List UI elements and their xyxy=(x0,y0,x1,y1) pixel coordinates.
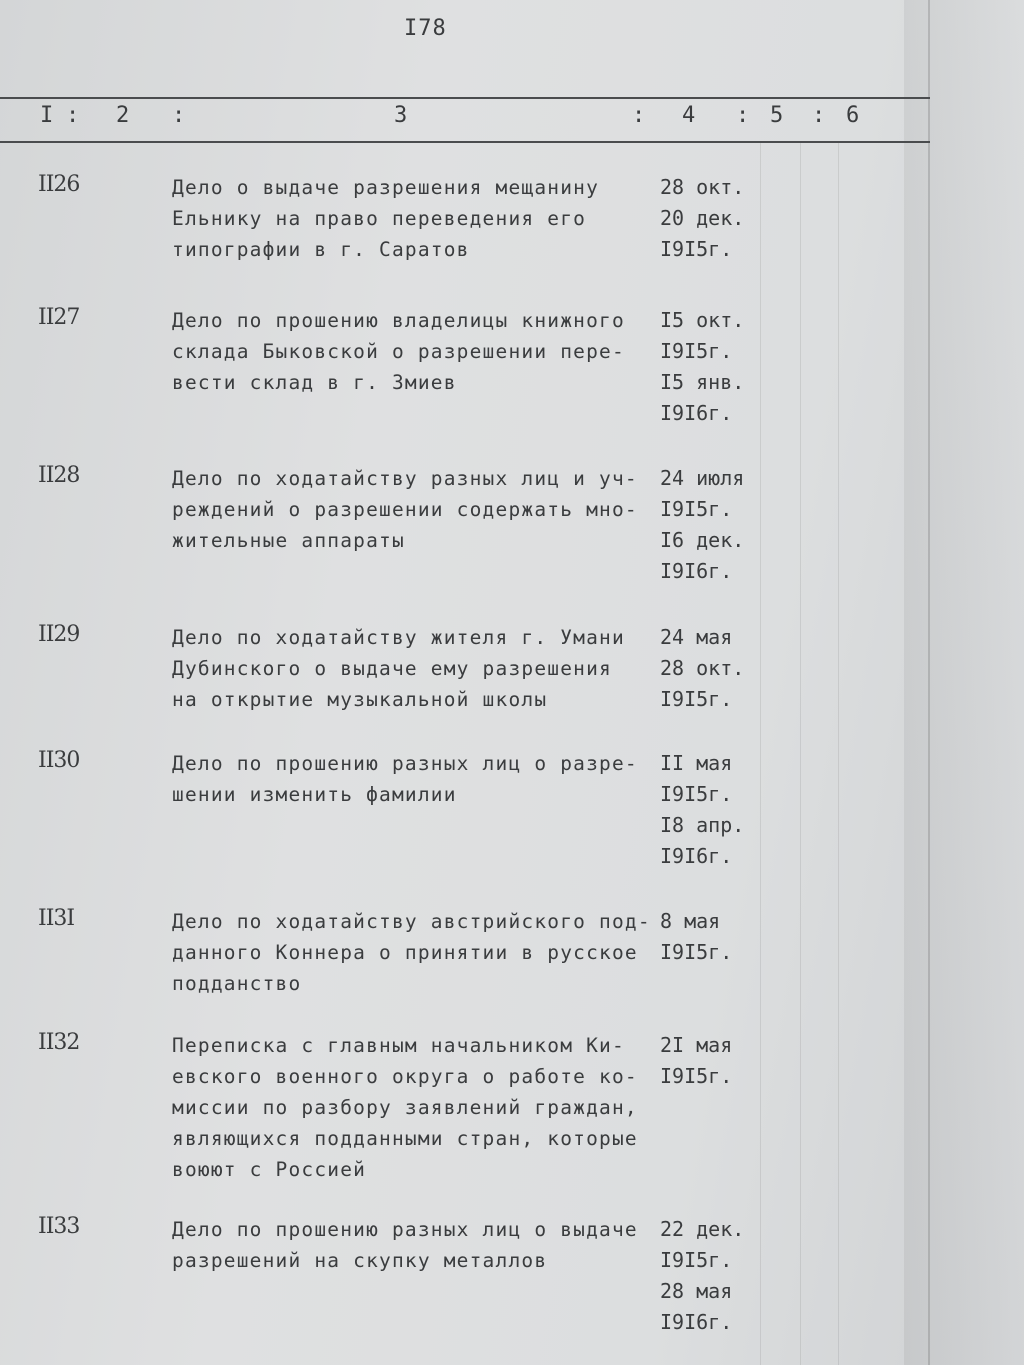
entry-dates: 22 дек. I9I5г. 28 мая I9I6г. xyxy=(660,1217,745,1334)
page-fold-edge xyxy=(928,0,930,1365)
column-header-5: 5 xyxy=(770,103,784,128)
entry-number: II26 xyxy=(38,172,80,197)
column-separator: : xyxy=(632,103,646,128)
entry-title: Дело по ходатайству разных лиц и уч- реждений о разрешении содержать мно- жительные аппараты xyxy=(172,467,638,552)
column-separator: : xyxy=(812,103,826,128)
column-header-6: 6 xyxy=(846,103,860,128)
entry-dates: 28 окт. 20 дек. I9I5г. xyxy=(660,175,745,261)
header-bottom-rule xyxy=(0,141,930,143)
page-number: I78 xyxy=(404,16,447,41)
entry-dates: II мая I9I5г. I8 апр. I9I6г. xyxy=(660,751,745,868)
entry-title: Дело по ходатайству австрийского под- данного Коннера о принятии в русское подданство xyxy=(172,910,651,995)
column-separator: : xyxy=(736,103,750,128)
column-header-1: I xyxy=(40,103,54,128)
entry-dates: 24 июля I9I5г. I6 дек. I9I6г. xyxy=(660,466,745,583)
underlying-sheet xyxy=(904,0,1024,1365)
entry-number: II33 xyxy=(38,1214,80,1239)
column-header-4: 4 xyxy=(682,103,696,128)
entry-number: II29 xyxy=(38,622,80,647)
column-separator: : xyxy=(66,103,80,128)
entry-number: II28 xyxy=(38,463,80,488)
column-header-2: 2 xyxy=(116,103,130,128)
column-divider xyxy=(800,143,801,1365)
entry-title: Дело по прошению разных лиц о разре- шении изменить фамилии xyxy=(172,752,638,806)
entry-number: II27 xyxy=(38,305,80,330)
column-divider xyxy=(838,143,839,1365)
entry-title: Переписка с главным начальником Ки- евского военного округа о работе ко- миссии по разбору заявлений граждан, являющихся подданными стран, которые воюют с Россией xyxy=(172,1034,638,1181)
entry-title: Дело о выдаче разрешения мещанину Ельнику на право переведения его типографии в г. Саратов xyxy=(172,176,600,261)
entry-title: Дело по ходатайству жителя г. Умани Дубинского о выдаче ему разрешения на открытие музыкальной школы xyxy=(172,626,625,711)
entry-number: II3I xyxy=(38,906,75,931)
entry-dates: I5 окт. I9I5г. I5 янв. I9I6г. xyxy=(660,308,745,425)
entry-dates: 2I мая I9I5г. xyxy=(660,1033,733,1088)
column-header-3: 3 xyxy=(394,103,408,128)
entry-number: II32 xyxy=(38,1030,80,1055)
entry-title: Дело по прошению владелицы книжного склада Быковской о разрешении пере- вести склад в г. Змиев xyxy=(172,309,625,394)
entry-number: II30 xyxy=(38,748,80,773)
entry-title: Дело по прошению разных лиц о выдаче разрешений на скупку металлов xyxy=(172,1218,638,1272)
entry-dates: 8 мая I9I5г. xyxy=(660,909,733,964)
entry-dates: 24 мая 28 окт. I9I5г. xyxy=(660,625,745,711)
header-top-rule xyxy=(0,97,930,99)
column-separator: : xyxy=(172,103,186,128)
